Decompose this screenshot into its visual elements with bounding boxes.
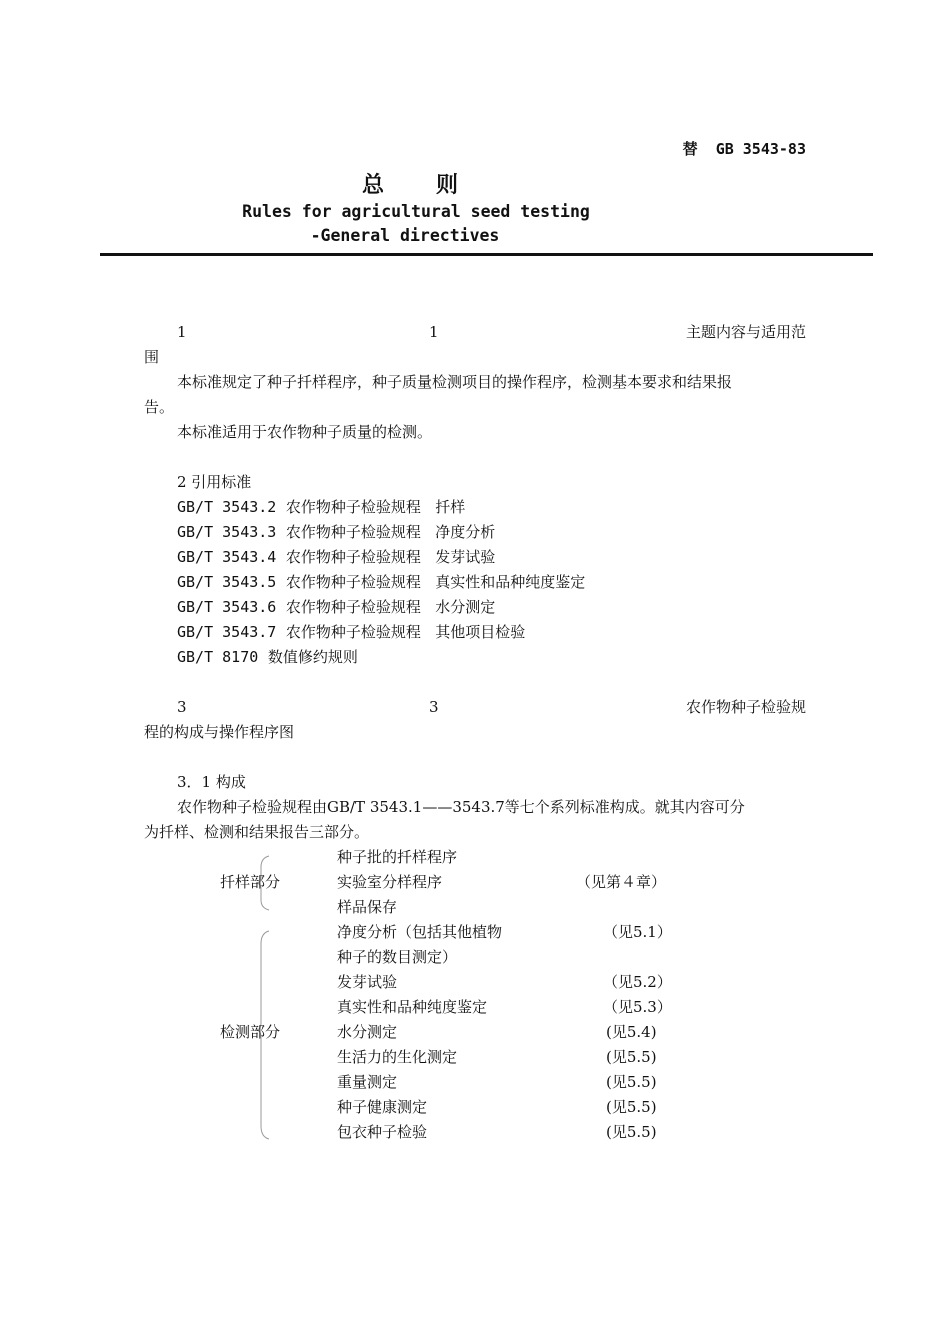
title-char-2: 则 — [436, 172, 459, 198]
section-1-para1-cont: 告。 — [144, 398, 175, 416]
reference-item — [177, 620, 525, 645]
replaces-standard — [683, 138, 806, 159]
title-char-1: 总 — [361, 172, 384, 198]
ref-part: 发芽试验 — [435, 548, 496, 566]
sampling-label: 扦样部分 — [220, 873, 281, 891]
section-3-heading: 农作物种子检验规 — [685, 698, 806, 716]
reference-item — [177, 545, 495, 570]
ref-title: 农作物种子检验规程 — [285, 623, 421, 641]
testing-item: 种子健康测定 — [337, 1098, 428, 1116]
ref-code: GB/T 3543.4 — [177, 548, 277, 566]
replace-code: GB 3543-83 — [715, 140, 806, 158]
reference-item — [177, 570, 585, 595]
testing-ref: (见5.5) — [606, 1098, 657, 1116]
page-title — [0, 168, 820, 199]
reference-item — [177, 645, 358, 670]
testing-item: 净度分析（包括其他植物 — [337, 923, 503, 941]
testing-label: 检测部分 — [220, 1023, 281, 1041]
section-1-number-dup: 1 — [429, 323, 439, 341]
testing-ref: （见5.3） — [603, 998, 672, 1016]
section-1-para2: 本标准适用于农作物种子质量的检测。 — [177, 423, 433, 441]
testing-item: 真实性和品种纯度鉴定 — [337, 998, 488, 1016]
ref-title: 农作物种子检验规程 — [285, 598, 421, 616]
testing-item: 生活力的生化测定 — [337, 1048, 458, 1066]
section-3-heading-cont: 程的构成与操作程序图 — [144, 723, 295, 741]
ref-code: GB/T 3543.3 — [177, 523, 277, 541]
english-title-line2: -General directives — [310, 226, 500, 245]
section-3-1-para: 农作物种子检验规程由GB/T 3543.1——3543.7等七个系列标准构成。就其内容可分 — [177, 798, 745, 816]
sampling-item: 样品保存 — [337, 898, 398, 916]
ref-part: 真实性和品种纯度鉴定 — [435, 573, 586, 591]
ref-code: GB/T 3543.7 — [177, 623, 277, 641]
reference-item — [177, 520, 495, 545]
section-3-number-dup: 3 — [429, 698, 439, 716]
ref-part: 净度分析 — [435, 523, 496, 541]
testing-item: 水分测定 — [337, 1023, 398, 1041]
ref-title: 农作物种子检验规程 — [285, 498, 421, 516]
testing-item: 发芽试验 — [337, 973, 398, 991]
section-1-number: 1 — [177, 323, 187, 341]
section-3-1-para-cont: 为扦样、检测和结果报告三部分。 — [144, 823, 370, 841]
ref-code: GB/T 8170 — [177, 648, 259, 666]
testing-ref: (见5.4) — [606, 1023, 657, 1041]
section-1-para1: 本标准规定了种子扦样程序，种子质量检测项目的操作程序，检测基本要求和结果报 — [177, 373, 733, 391]
testing-item: 种子的数目测定） — [337, 948, 458, 966]
sampling-item: 实验室分样程序 — [337, 873, 443, 891]
testing-item: 重量测定 — [337, 1073, 398, 1091]
testing-item: 包衣种子检验 — [337, 1123, 428, 1141]
section-1-heading-cont: 围 — [144, 348, 160, 366]
section-3-1-heading: 3．1 构成 — [177, 773, 246, 791]
ref-title: 农作物种子检验规程 — [285, 548, 421, 566]
section-3-number: 3 — [177, 698, 187, 716]
section-2-heading: 2 引用标准 — [177, 473, 252, 491]
sampling-item: 种子批的扦样程序 — [337, 848, 458, 866]
replace-label: 替 — [682, 140, 698, 158]
ref-part: 水分测定 — [435, 598, 496, 616]
testing-ref: (见5.5) — [606, 1048, 657, 1066]
section-1-heading: 主题内容与适用范 — [685, 323, 806, 341]
ref-code: GB/T 3543.5 — [177, 573, 277, 591]
ref-part: 扦样 — [435, 498, 466, 516]
ref-title: 农作物种子检验规程 — [285, 573, 421, 591]
title-divider — [100, 253, 873, 256]
testing-ref: (见5.5) — [606, 1073, 657, 1091]
ref-code: GB/T 3543.6 — [177, 598, 277, 616]
ref-part: 其他项目检验 — [435, 623, 526, 641]
ref-title: 农作物种子检验规程 — [285, 523, 421, 541]
sampling-ref: （见第４章） — [576, 873, 667, 891]
ref-title: 数值修约规则 — [267, 648, 358, 666]
testing-ref: (见5.5) — [606, 1123, 657, 1141]
testing-ref: （见5.2） — [603, 973, 672, 991]
ref-code: GB/T 3543.2 — [177, 498, 277, 516]
reference-item — [177, 495, 465, 520]
english-title-line1: Rules for agricultural seed testing — [242, 202, 590, 221]
testing-ref: （见5.1） — [603, 923, 672, 941]
reference-item — [177, 595, 495, 620]
